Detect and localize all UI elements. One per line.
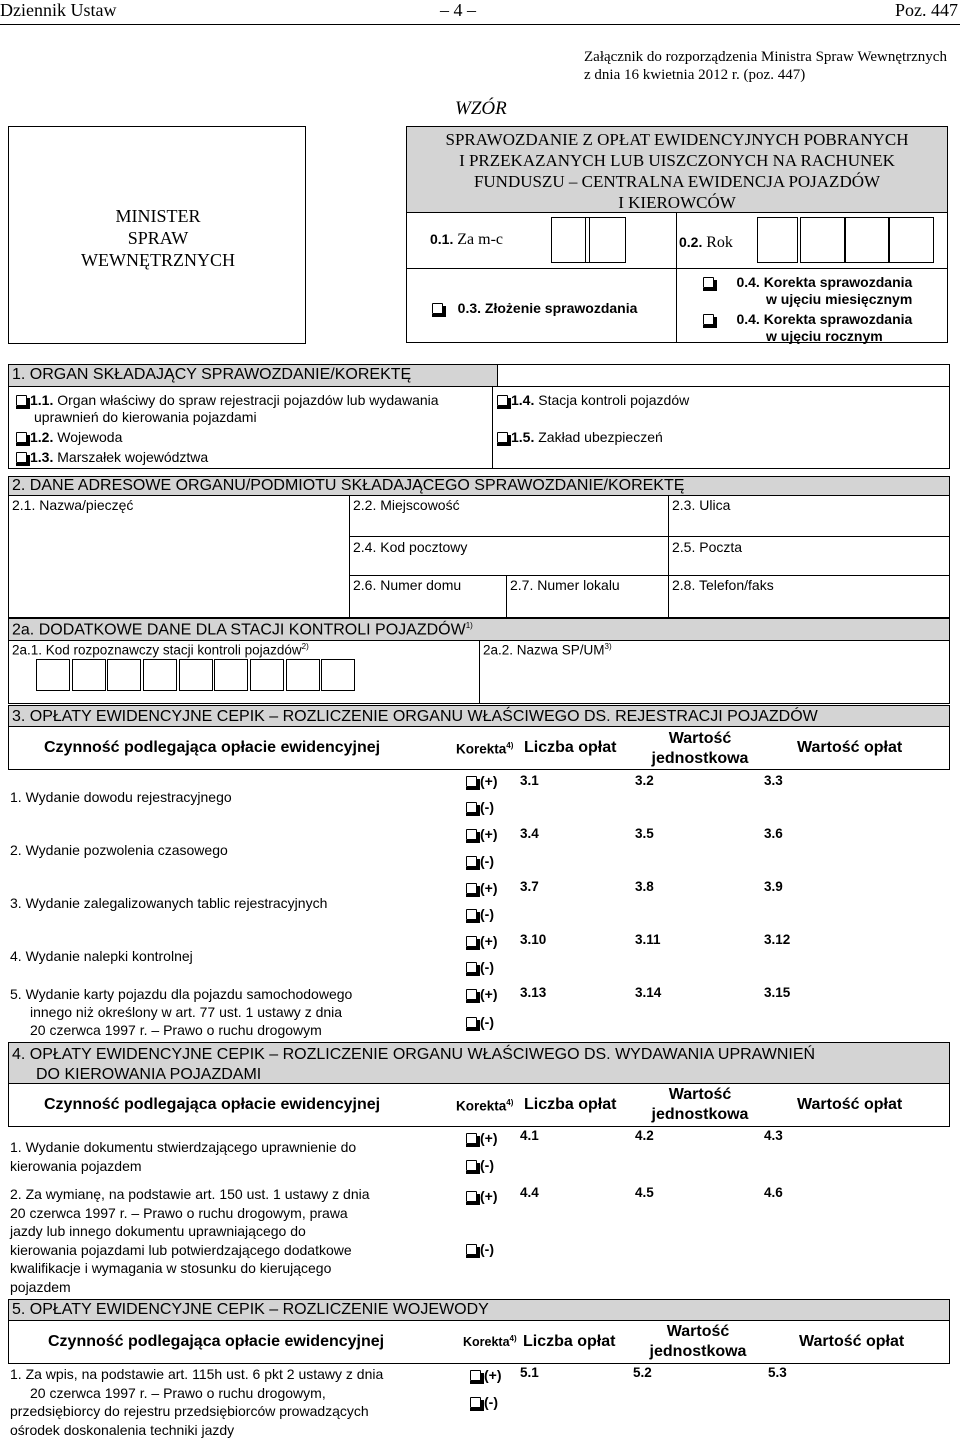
s3-f-3-13[interactable]: 3.13: [520, 985, 547, 1000]
option-korekta-miesieczna[interactable]: 0.4. Korekta sprawozdania w ujęciu miesięcznym: [703, 274, 912, 308]
option-1-5[interactable]: 1.5. Zakład ubezpieczeń: [497, 429, 663, 445]
section3-title: 3. OPŁATY EWIDENCYJNE CEPIK – ROZLICZENIE ORGANU WŁAŚCIWEGO DS. REJESTRACJI POJAZDÓW: [8, 705, 950, 727]
field-numer-lokalu[interactable]: 2.7. Numer lokalu: [510, 577, 620, 593]
year-digit-3[interactable]: [845, 217, 889, 263]
kod-stacji-digit-1[interactable]: [36, 659, 70, 691]
s3-f-3-14[interactable]: 3.14: [635, 985, 662, 1000]
s4-row-1-plus[interactable]: (+): [466, 1130, 498, 1146]
s4-f-4-2[interactable]: 4.2: [635, 1128, 654, 1143]
month-label: 0.1. Za m-c: [430, 231, 503, 248]
s3-f-3-4[interactable]: 3.4: [520, 826, 539, 841]
option-1-2-checkbox[interactable]: [16, 432, 27, 443]
month-digit-2[interactable]: [585, 217, 626, 263]
s3-row-2-plus[interactable]: (+): [466, 826, 498, 842]
option-1-1[interactable]: 1.1. Organ właściwy do spraw rejestracji pojazdów lub wydawania uprawnień do kierowania pojazdami: [16, 392, 490, 426]
option-zlozenie[interactable]: 0.3. Złożenie sprawozdania: [432, 300, 637, 316]
s4-row-2-plus[interactable]: (+): [466, 1188, 498, 1204]
s3-row-5-label: 5. Wydanie karty pojazdu dla pojazdu samochodowego innego niż określony w art. 77 ust. 1 ustawy z dnia 20 czerwca 1997 r. – Prawo o ruchu drogowym: [10, 986, 353, 1038]
section1-title: 1. ORGAN SKŁADAJĄCY SPRAWOZDANIE/KOREKTĘ: [8, 364, 498, 387]
s4-row-1-minus[interactable]: (-): [466, 1157, 494, 1173]
s4-f-4-4[interactable]: 4.4: [520, 1185, 539, 1200]
section4-title: 4. OPŁATY EWIDENCYJNE CEPIK – ROZLICZENIE ORGANU WŁAŚCIWEGO DS. WYDAWANIA UPRAWNIEŃ DO KIEROWANIA POJAZDAMI: [8, 1042, 950, 1084]
s5-header-liczba: Liczba opłat: [523, 1333, 616, 1350]
option-1-2[interactable]: 1.2. Wojewoda: [16, 429, 122, 445]
page-number: – 4 –: [440, 0, 476, 20]
s3-f-3-11[interactable]: 3.11: [635, 932, 661, 947]
kod-stacji-digit-8[interactable]: [286, 659, 320, 691]
section2a-title: 2a. DODATKOWE DANE DLA STACJI KONTROLI POJAZDÓW$^{1)}$: [8, 618, 950, 641]
s3-row-5-plus[interactable]: (+): [466, 986, 498, 1002]
ministry-line-1: MINISTER: [115, 206, 201, 226]
option-korekta-roczna[interactable]: 0.4. Korekta sprawozdania w ujęciu rocznym: [703, 311, 912, 345]
year-digit-4[interactable]: [889, 217, 934, 263]
kod-stacji-digit-4[interactable]: [143, 659, 177, 691]
s3-header-korekta: Korekta$^{4)}$: [456, 741, 514, 757]
s4-f-4-5[interactable]: 4.5: [635, 1185, 654, 1200]
s3-f-3-12[interactable]: 3.12: [764, 932, 791, 947]
wzor-label: WZÓR: [455, 98, 507, 119]
s3-row-2-label: 2. Wydanie pozwolenia czasowego: [10, 842, 228, 858]
running-header: [0, 0, 960, 24]
s4-row-2-minus[interactable]: (-): [466, 1241, 494, 1257]
field-kod-stacji: 2a.1. Kod rozpoznawczy stacji kontroli pojazdów$^{2)}$: [12, 642, 309, 658]
year-label: 0.2. Rok: [679, 234, 733, 251]
report-title: SPRAWOZDANIE Z OPŁAT EWIDENCYJNYCH POBRANYCH I PRZEKAZANYCH LUB UISZCZONYCH NA RACHUNEK FUNDUSZU – CENTRALNA EWIDENCJA POJAZDÓW I KIEROWCÓW: [406, 126, 948, 213]
s3-f-3-6[interactable]: 3.6: [764, 826, 783, 841]
kod-stacji-digit-5[interactable]: [179, 659, 213, 691]
s4-row-1-label: 1. Wydanie dokumentu stwierdzającego uprawnienie do kierowania pojazdem: [10, 1139, 357, 1174]
s3-row-1-label: 1. Wydanie dowodu rejestracyjnego: [10, 789, 232, 805]
field-miejscowosc[interactable]: 2.2. Miejscowość: [353, 497, 460, 513]
s3-row-1-minus[interactable]: (-): [466, 799, 494, 815]
ministry-line-3: WEWNĘTRZNYCH: [81, 250, 235, 270]
kod-stacji-digit-9[interactable]: [321, 659, 355, 691]
s5-header-korekta: Korekta$^{4)}$: [463, 1334, 517, 1350]
kod-stacji-digit-2[interactable]: [72, 659, 106, 691]
kod-stacji-digit-7[interactable]: [250, 659, 284, 691]
s3-row-3-label: 3. Wydanie zalegalizowanych tablic rejestracyjnych: [10, 895, 328, 911]
field-nazwa-spum: 2a.2. Nazwa SP/UM$^{3)}$: [483, 642, 612, 658]
s5-header-wartosc-jedn: Wartość jednostkowa: [649, 1323, 747, 1360]
s3-row-4-minus[interactable]: (-): [466, 959, 494, 975]
s5-header-czynnosc: Czynność podlegająca opłacie ewidencyjnej: [48, 1333, 385, 1350]
s3-header-liczba: Liczba opłat: [524, 739, 617, 756]
s4-header-wartosc: Wartość opłat: [797, 1096, 903, 1113]
s3-f-3-5[interactable]: 3.5: [635, 826, 654, 841]
position-number: Poz. 447: [895, 0, 958, 20]
journal-name: Dziennik Ustaw: [0, 0, 117, 20]
option-1-3[interactable]: 1.3. Marszałek województwa: [16, 449, 208, 465]
annex-note: Załącznik do rozporządzenia Ministra Spraw Wewnętrznych z dnia 16 kwietnia 2012 r. (poz. 447): [584, 49, 947, 83]
option-1-4[interactable]: 1.4. Stacja kontroli pojazdów: [497, 392, 689, 408]
s4-row-2-label: 2. Za wymianę, na podstawie art. 150 ust. 1 ustawy z dnia 20 czerwca 1997 r. – Prawo o ruchu drogowym, prawa jazdy lub innego dokumentu uprawniającego do kierowania pojazdami lub potwierdzającego dodatkowe kwalifikacje i wymagania w stosunku do kierującego pojazdem: [10, 1186, 370, 1295]
s3-row-3-minus[interactable]: (-): [466, 906, 494, 922]
s3-header-czynnosc: Czynność podlegająca opłacie ewidencyjnej: [44, 739, 381, 756]
s3-f-3-9[interactable]: 3.9: [764, 879, 783, 894]
field-ulica[interactable]: 2.3. Ulica: [672, 497, 731, 513]
s3-row-3-plus[interactable]: (+): [466, 880, 498, 896]
s5-header-wartosc: Wartość opłat: [799, 1333, 905, 1350]
s5-f-5-3[interactable]: 5.3: [768, 1365, 787, 1380]
s3-f-3-3[interactable]: 3.3: [764, 773, 783, 788]
s4-header-liczba: Liczba opłat: [524, 1096, 617, 1113]
s4-f-4-3[interactable]: 4.3: [764, 1128, 783, 1143]
header-rule: [0, 24, 960, 25]
s3-f-3-1[interactable]: 3.1: [520, 773, 539, 788]
s3-row-4-plus[interactable]: (+): [466, 933, 498, 949]
korekta-miesieczna-checkbox[interactable]: [703, 277, 714, 288]
year-digit-2[interactable]: [800, 217, 845, 263]
option-1-1-checkbox[interactable]: [16, 395, 27, 406]
s3-row-4-label: 4. Wydanie nalepki kontrolnej: [10, 948, 193, 964]
s3-header-wartosc: Wartość opłat: [797, 739, 903, 756]
s4-f-4-1[interactable]: 4.1: [520, 1128, 539, 1143]
s3-row-1-plus[interactable]: (+): [466, 773, 498, 789]
s3-f-3-15[interactable]: 3.15: [764, 985, 791, 1000]
s5-row-1-label: 1. Za wpis, na podstawie art. 115h ust. 6 pkt 2 ustawy z dnia 20 czerwca 1997 r. – Prawo o ruchu drogowym, przedsiębiorcy do rejestru przedsiębiorców prowadzących ośrodek doskonalenia techniki jazdy: [10, 1366, 384, 1438]
s5-f-5-2[interactable]: 5.2: [633, 1365, 652, 1380]
kod-stacji-digit-3[interactable]: [107, 659, 141, 691]
korekta-roczna-checkbox[interactable]: [703, 314, 714, 325]
zlozenie-checkbox[interactable]: [432, 303, 443, 314]
s3-header-wartosc-jedn: Wartość jednostkowa: [651, 730, 749, 767]
s4-header-wartosc-jedn: Wartość jednostkowa: [651, 1086, 749, 1123]
option-1-5-checkbox[interactable]: [497, 432, 508, 443]
option-1-4-checkbox[interactable]: [497, 395, 508, 406]
kod-stacji-digit-6[interactable]: [214, 659, 248, 691]
ministry-box: [8, 126, 306, 344]
field-poczta[interactable]: 2.5. Poczta: [672, 539, 743, 555]
field-kod-pocztowy[interactable]: 2.4. Kod pocztowy: [353, 539, 468, 555]
s5-row-1-plus[interactable]: (+): [470, 1367, 502, 1383]
field-numer-domu[interactable]: 2.6. Numer domu: [353, 577, 462, 593]
s5-row-1-minus[interactable]: (-): [470, 1394, 498, 1410]
s3-f-3-2[interactable]: 3.2: [635, 773, 654, 788]
ministry-line-2: SPRAW: [127, 228, 189, 248]
s3-f-3-8[interactable]: 3.8: [635, 879, 654, 894]
s4-header-korekta: Korekta$^{4)}$: [456, 1098, 514, 1114]
section2-box: [8, 476, 950, 618]
s5-f-5-1[interactable]: 5.1: [520, 1365, 539, 1380]
s3-f-3-7[interactable]: 3.7: [520, 879, 539, 894]
s3-row-2-minus[interactable]: (-): [466, 853, 494, 869]
s4-header-czynnosc: Czynność podlegająca opłacie ewidencyjnej: [44, 1096, 381, 1113]
field-nazwa[interactable]: 2.1. Nazwa/pieczęć: [12, 497, 134, 513]
s3-row-5-minus[interactable]: (-): [466, 1014, 494, 1030]
section5-title: 5. OPŁATY EWIDENCYJNE CEPIK – ROZLICZENIE WOJEWODY: [8, 1299, 950, 1321]
option-1-3-checkbox[interactable]: [16, 452, 27, 463]
s3-f-3-10[interactable]: 3.10: [520, 932, 547, 947]
s4-f-4-6[interactable]: 4.6: [764, 1185, 783, 1200]
section2-title: 2. DANE ADRESOWE ORGANU/PODMIOTU SKŁADAJĄCEGO SPRAWOZDANIE/KOREKTĘ: [8, 476, 950, 496]
year-digit-1[interactable]: [757, 217, 798, 263]
field-telefon[interactable]: 2.8. Telefon/faks: [672, 577, 774, 593]
